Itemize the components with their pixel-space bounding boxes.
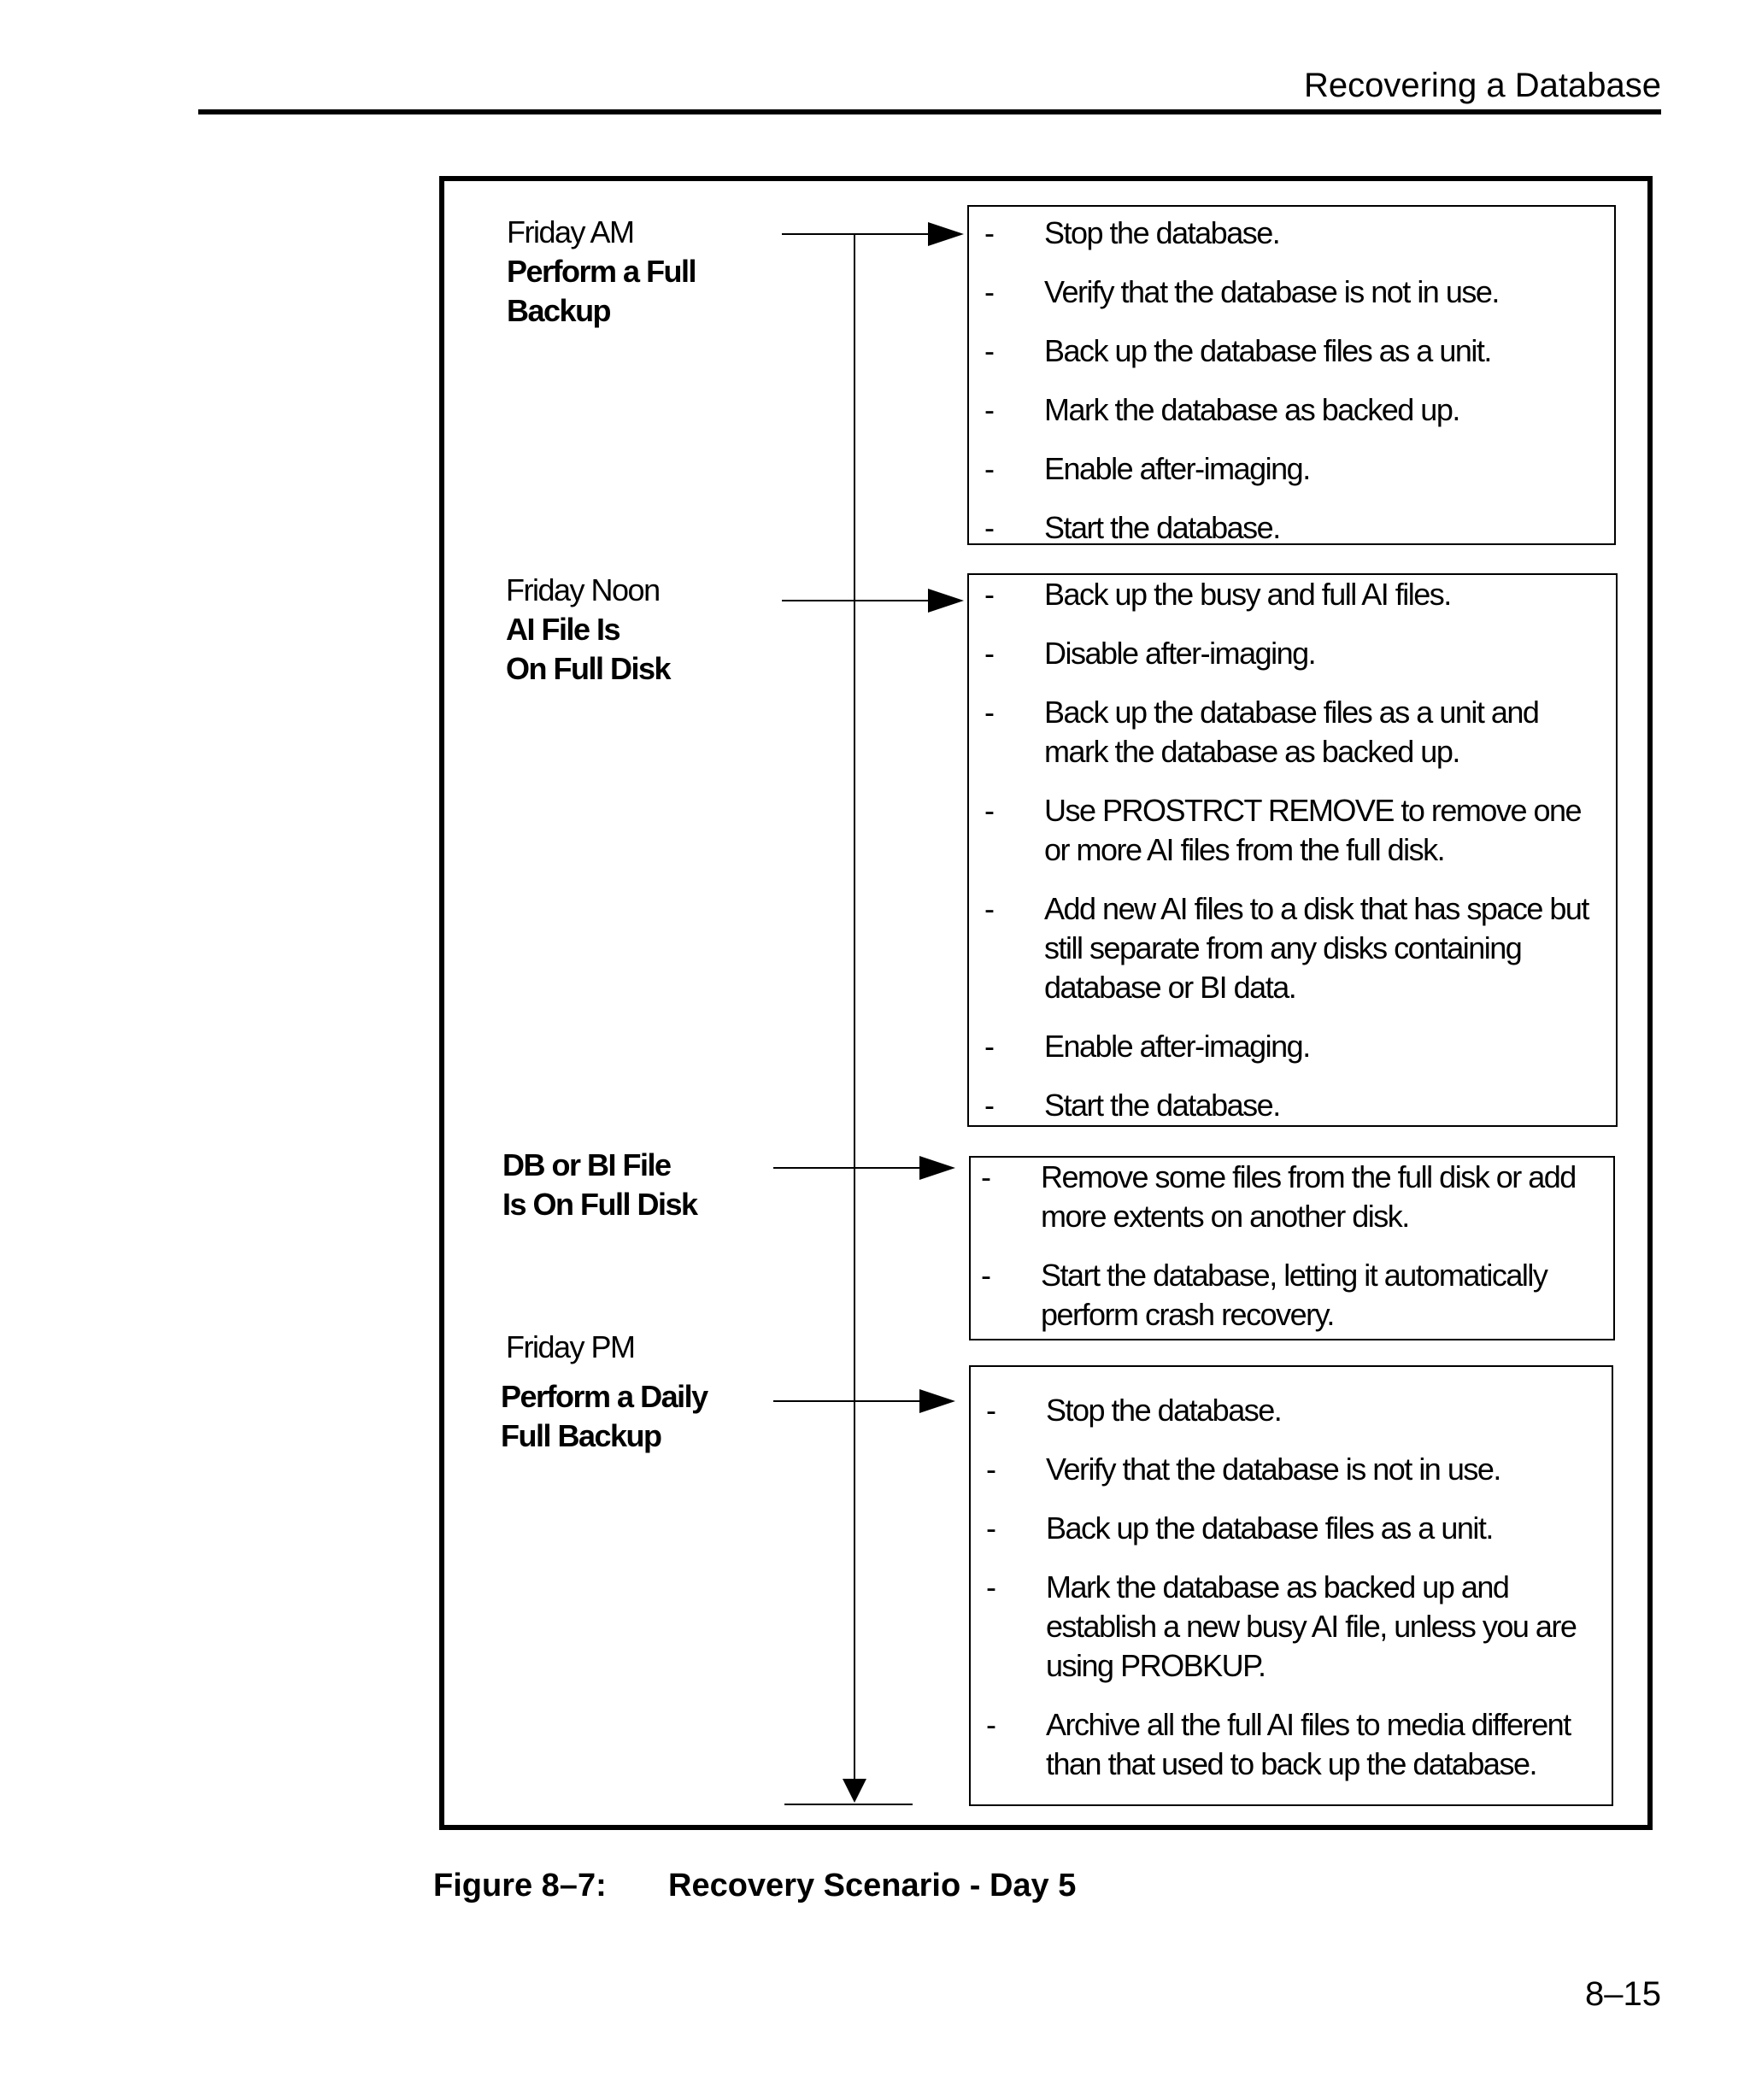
- bullet-dash: -: [984, 577, 994, 612]
- bullet-dash: -: [986, 1452, 995, 1487]
- bullet-dash: -: [986, 1569, 995, 1604]
- bullet-dash: -: [984, 1029, 994, 1064]
- steps-box-friday-pm: [969, 1365, 1613, 1806]
- step-item: [969, 331, 1614, 371]
- step-line: database or BI data.: [1044, 970, 1296, 1005]
- step-item: [969, 273, 1614, 312]
- figure-caption-title: Recovery Scenario - Day 5: [668, 1868, 1077, 1903]
- step-item: [969, 791, 1616, 870]
- bullet-dash: -: [984, 451, 994, 486]
- step-line: Verify that the database is not in use.: [1046, 1452, 1500, 1487]
- step-line: perform crash recovery.: [1041, 1297, 1334, 1332]
- event-title: Is On Full Disk: [502, 1187, 697, 1222]
- step-line: Mark the database as backed up and: [1046, 1569, 1509, 1604]
- event-title: Perform a Daily: [501, 1379, 708, 1414]
- step-line: Start the database, letting it automatically: [1041, 1258, 1547, 1293]
- step-line: establish a new busy AI file, unless you are: [1046, 1609, 1577, 1644]
- event-label-db-bi-full-disk: [502, 1146, 697, 1224]
- step-item: [971, 1391, 1612, 1430]
- step-item: [969, 575, 1616, 614]
- step-line: Back up the database files as a unit.: [1044, 333, 1491, 368]
- step-line: Enable after-imaging.: [1044, 1029, 1310, 1064]
- step-line: Stop the database.: [1044, 215, 1280, 250]
- bullet-dash: -: [984, 392, 994, 427]
- step-item: [971, 1158, 1613, 1236]
- bullet-dash: -: [984, 215, 994, 250]
- bullet-dash: -: [984, 891, 994, 926]
- bullet-dash: -: [986, 1707, 995, 1742]
- event-label-friday-pm-title: [501, 1377, 708, 1456]
- event-title: Perform a Full: [507, 254, 696, 289]
- step-line: Stop the database.: [1046, 1393, 1282, 1428]
- bullet-dash: -: [986, 1510, 995, 1546]
- step-line: mark the database as backed up.: [1044, 734, 1459, 769]
- bullet-dash: -: [984, 274, 994, 309]
- step-item: [969, 889, 1616, 1007]
- event-title: On Full Disk: [506, 651, 671, 686]
- step-line: Use PROSTRCT REMOVE to remove one: [1044, 793, 1582, 828]
- step-line: still separate from any disks containing: [1044, 930, 1522, 965]
- event-title: Backup: [507, 293, 611, 328]
- bullet-dash: -: [981, 1258, 990, 1293]
- step-item: [969, 634, 1616, 673]
- bullet-dash: -: [984, 510, 994, 545]
- step-item: [969, 693, 1616, 771]
- step-item: [971, 1450, 1612, 1489]
- event-title: AI File Is: [506, 612, 620, 647]
- steps-box-db-bi-full-disk: [969, 1156, 1615, 1340]
- event-label-friday-noon: [506, 571, 670, 689]
- bullet-dash: -: [984, 793, 994, 828]
- step-line: Back up the busy and full AI files.: [1044, 577, 1451, 612]
- steps-box-friday-am: [967, 205, 1616, 545]
- event-time: Friday PM: [506, 1329, 635, 1364]
- step-item: [969, 214, 1614, 253]
- page-number: 8–15: [1585, 1975, 1661, 2013]
- event-title: Full Backup: [501, 1418, 661, 1453]
- step-line: Back up the database files as a unit and: [1044, 695, 1539, 730]
- event-label-friday-am: [507, 213, 696, 331]
- step-item: [969, 508, 1614, 548]
- event-time: Friday Noon: [506, 572, 660, 607]
- step-line: Mark the database as backed up.: [1044, 392, 1459, 427]
- steps-box-friday-noon: [967, 573, 1618, 1127]
- step-item: [969, 449, 1614, 489]
- event-label-friday-pm: [506, 1328, 635, 1367]
- event-title: DB or BI File: [502, 1147, 671, 1182]
- step-item: [969, 390, 1614, 430]
- step-item: [971, 1509, 1612, 1548]
- bullet-dash: -: [984, 636, 994, 671]
- step-line: Enable after-imaging.: [1044, 451, 1310, 486]
- running-header-title: Recovering a Database: [1303, 67, 1661, 104]
- step-line: Disable after-imaging.: [1044, 636, 1316, 671]
- step-line: more extents on another disk.: [1041, 1199, 1409, 1234]
- bullet-dash: -: [984, 695, 994, 730]
- step-item: [971, 1568, 1612, 1686]
- step-line: than that used to back up the database.: [1046, 1746, 1536, 1781]
- bullet-dash: -: [986, 1393, 995, 1428]
- step-line: Add new AI files to a disk that has space but: [1044, 891, 1589, 926]
- bullet-dash: -: [984, 333, 994, 368]
- step-line: using PROBKUP.: [1046, 1648, 1266, 1683]
- step-line: or more AI files from the full disk.: [1044, 832, 1445, 867]
- step-item: [971, 1256, 1613, 1334]
- step-line: Remove some files from the full disk or add: [1041, 1159, 1576, 1194]
- step-line: Start the database.: [1044, 510, 1280, 545]
- figure-caption-number: Figure 8–7:: [433, 1868, 607, 1903]
- step-line: Back up the database files as a unit.: [1046, 1510, 1493, 1546]
- step-line: Start the database.: [1044, 1088, 1280, 1123]
- step-item: [971, 1705, 1612, 1784]
- bullet-dash: -: [981, 1159, 990, 1194]
- step-item: [969, 1027, 1616, 1066]
- bullet-dash: -: [984, 1088, 994, 1123]
- step-line: Archive all the full AI files to media different: [1046, 1707, 1571, 1742]
- event-time: Friday AM: [507, 214, 634, 249]
- step-line: Verify that the database is not in use.: [1044, 274, 1499, 309]
- header-rule: [198, 109, 1661, 114]
- step-item: [969, 1086, 1616, 1125]
